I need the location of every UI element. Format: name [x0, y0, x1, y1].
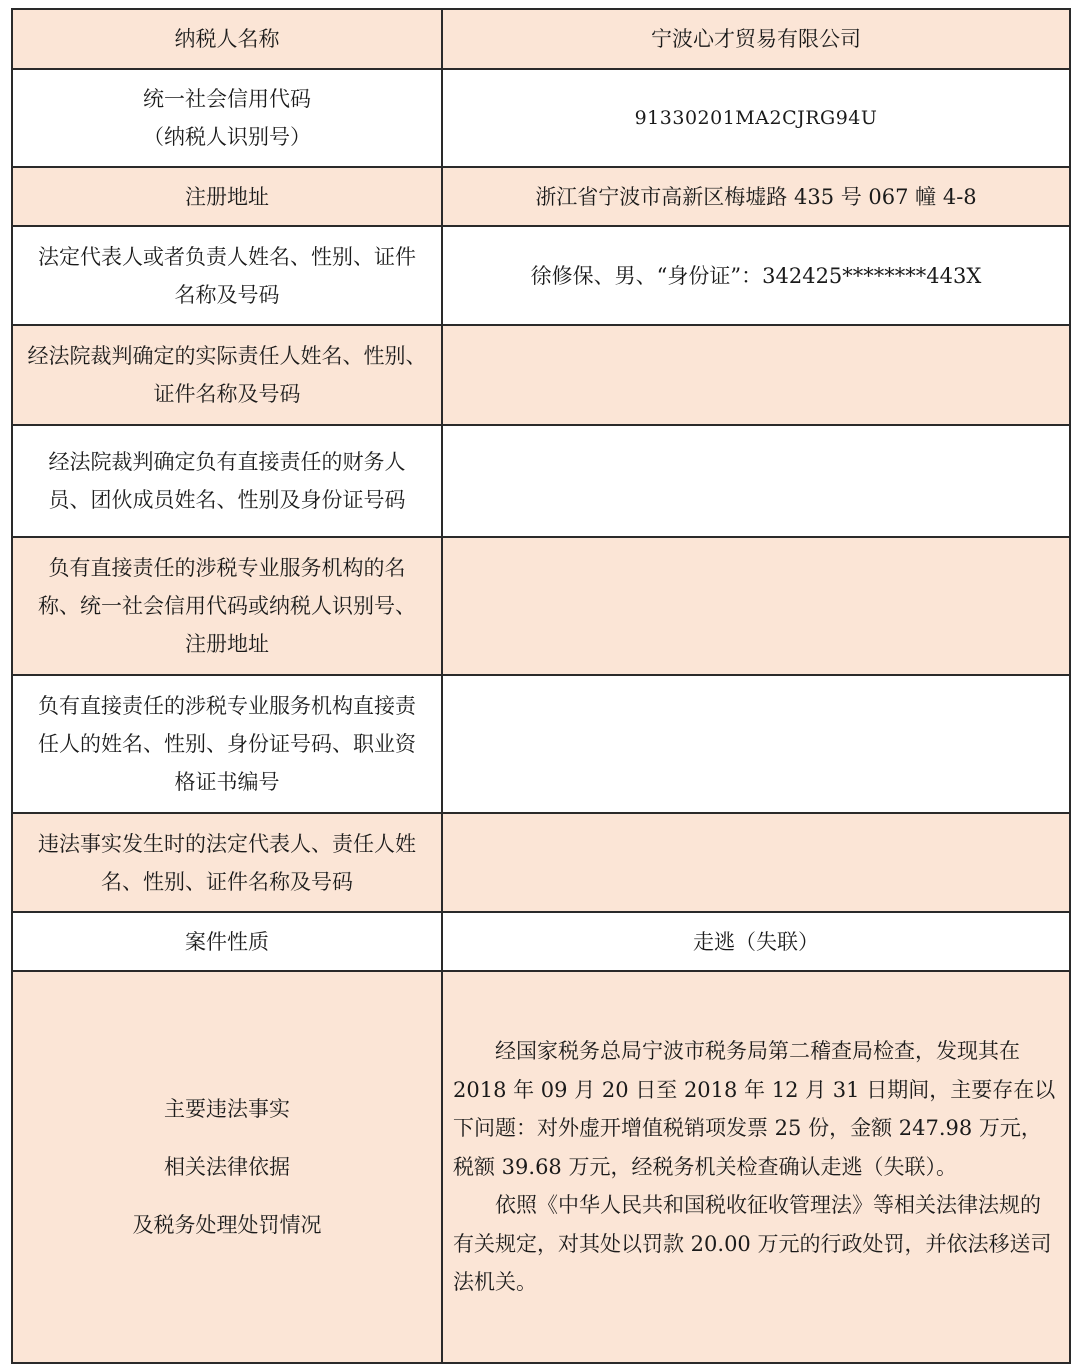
label-main-facts-line3: 及税务处理处罚情况 [132, 1213, 322, 1237]
row-agency-person [12, 675, 1070, 813]
row-legal-rep [12, 226, 1070, 325]
label-main-facts [12, 971, 442, 1363]
value-case-nature: 走逃（失联） [442, 912, 1070, 971]
row-court-finance [12, 425, 1070, 537]
value-legal-rep: 徐修保、男、“身份证”：342425********443X [442, 226, 1070, 325]
row-address [12, 167, 1070, 226]
row-main-facts [12, 971, 1070, 1363]
label-court-person [12, 325, 442, 425]
label-agency-line2: 称、统一社会信用代码或纳税人识别号、 [38, 594, 416, 618]
row-agency [12, 537, 1070, 675]
label-case-nature: 案件性质 [12, 912, 442, 971]
label-court-finance-line2: 员、团伙成员姓名、性别及身份证号码 [48, 488, 406, 512]
label-agency [12, 537, 442, 675]
value-taxpayer-name: 宁波心才贸易有限公司 [442, 9, 1070, 69]
label-agency-line1: 负有直接责任的涉税专业服务机构的名 [48, 556, 406, 580]
value-credit-code: 91330201MA2CJRG94U [442, 69, 1070, 167]
label-agency-person [12, 675, 442, 813]
label-agency-person-line2: 任人的姓名、性别、身份证号码、职业资 [38, 732, 416, 756]
label-legal-rep-line2: 名称及号码 [174, 282, 280, 307]
taxpayer-info-table [11, 8, 1071, 1364]
label-legal-rep-line1: 法定代表人或者负责人姓名、性别、证件 [38, 244, 416, 269]
row-court-person [12, 325, 1070, 425]
label-main-facts-line2: 相关法律依据 [164, 1155, 290, 1179]
value-agency-person [442, 675, 1070, 813]
value-main-facts [442, 971, 1070, 1363]
label-violation-rep-line1: 违法事实发生时的法定代表人、责任人姓 [38, 831, 416, 856]
label-credit-code-line2: （纳税人识别号） [143, 125, 311, 149]
label-agency-person-line3: 格证书编号 [174, 770, 280, 794]
row-taxpayer-name [12, 9, 1070, 69]
label-agency-person-line1: 负有直接责任的涉税专业服务机构直接责 [38, 694, 416, 718]
label-legal-rep [12, 226, 442, 325]
facts-paragraph-1: 经国家税务总局宁波市税务局第二稽查局检查，发现其在2018 年 09 月 20 日至 2018 年 12 月 31 日期间，主要存在以下问题：对外虚开增值税销项发票 25 份，金额 247.98 万元，税额 39.68 万元，经税务机关检查确认走逃（失联）。 [453, 1039, 1056, 1179]
value-agency [442, 537, 1070, 675]
label-court-finance [12, 425, 442, 537]
label-address: 注册地址 [12, 167, 442, 226]
row-case-nature [12, 912, 1070, 971]
label-taxpayer-name: 纳税人名称 [12, 9, 442, 69]
label-court-finance-line1: 经法院裁判确定负有直接责任的财务人 [48, 450, 406, 474]
label-violation-rep [12, 813, 442, 912]
label-credit-code-line1: 统一社会信用代码 [143, 87, 311, 111]
value-court-person [442, 325, 1070, 425]
label-agency-line3: 注册地址 [185, 632, 269, 656]
row-credit-code [12, 69, 1070, 167]
value-address: 浙江省宁波市高新区梅墟路 435 号 067 幢 4-8 [442, 167, 1070, 226]
row-violation-rep [12, 813, 1070, 912]
label-main-facts-line1: 主要违法事实 [164, 1097, 290, 1121]
label-violation-rep-line2: 名、性别、证件名称及号码 [101, 869, 353, 894]
label-credit-code [12, 69, 442, 167]
value-violation-rep [442, 813, 1070, 912]
label-court-person-line2: 证件名称及号码 [153, 382, 301, 406]
value-court-finance [442, 425, 1070, 537]
label-court-person-line1: 经法院裁判确定的实际责任人姓名、性别、 [27, 344, 427, 368]
facts-paragraph-2: 依照《中华人民共和国税收征收管理法》等相关法律法规的有关规定，对其处以罚款 20.00 万元的行政处罚，并依法移送司法机关。 [453, 1193, 1052, 1295]
